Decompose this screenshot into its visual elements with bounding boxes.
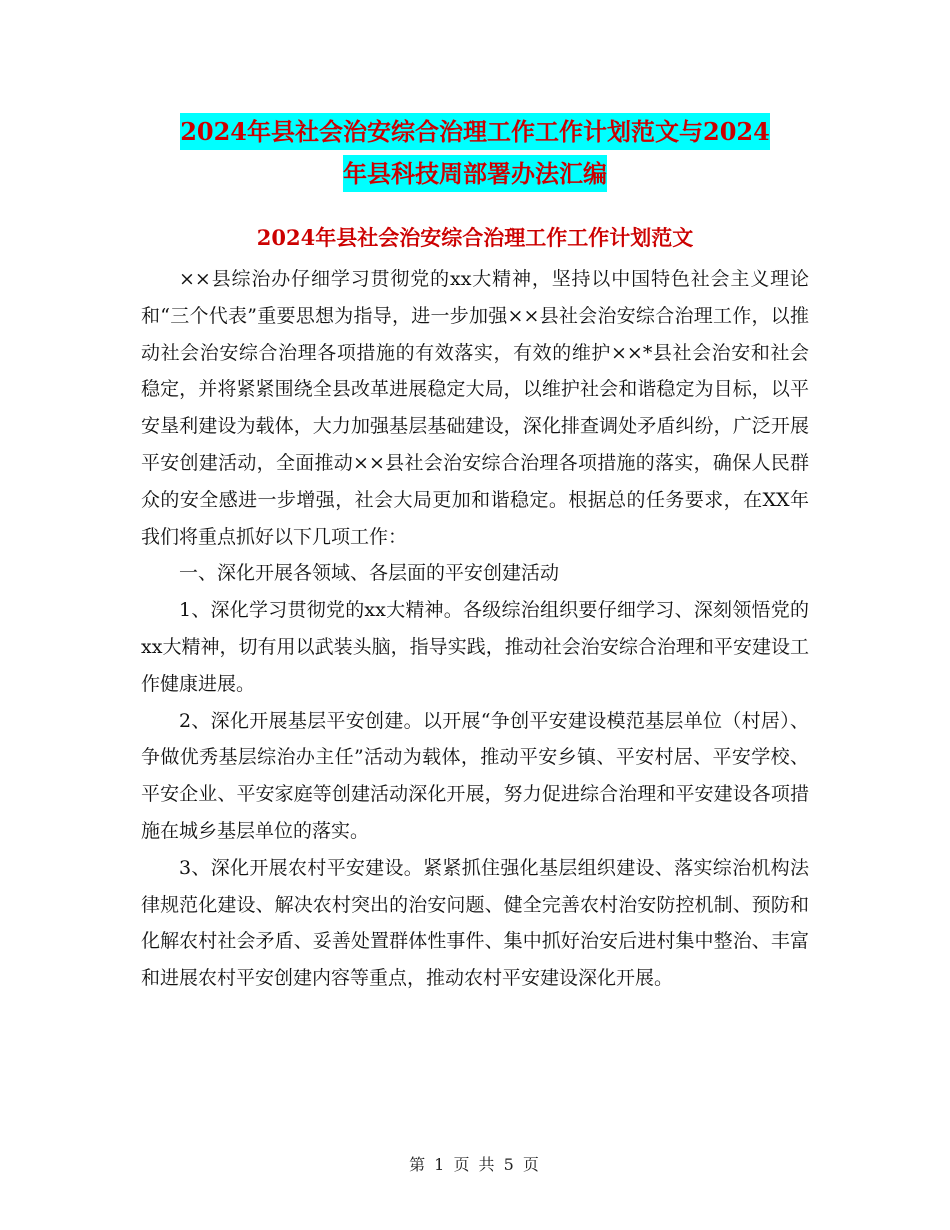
document-title-line-2 bbox=[140, 150, 810, 198]
title-highlight: 年县科技周部署办法汇编 bbox=[343, 155, 607, 192]
paragraph-item-3: 3、深化开展农村平安建设。紧紧抓住强化基层组织建设、落实综治机构法律规范化建设、解决农村突出的治安问题、健全完善农村治安防控机制、预防和化解农村社会矛盾、妥善处置群体性事件、集中抓好治安后进村集中整治、丰富和进展农村平安创建内容等重点，推动农村平安建设深化开展。 bbox=[141, 856, 809, 990]
paragraph-item-1: 1、深化学习贯彻党的xx大精神。各级综治组织要仔细学习、深刻领悟党的xx大精神，切有用以武装头脑，指导实践，推动社会治安综合治理和平安建设工作健康进展。 bbox=[141, 599, 809, 695]
document-title-line-1 bbox=[140, 108, 810, 156]
section-title: 2024年县社会治安综合治理工作工作计划范文 bbox=[256, 225, 694, 250]
paragraph-heading-1: 一、深化开展各领域、各层面的平安创建活动 bbox=[179, 562, 560, 585]
document-body bbox=[141, 261, 809, 997]
title-highlight: 2024年县社会治安综合治理工作工作计划范文与2024 bbox=[180, 113, 770, 150]
paragraph-item-2: 2、深化开展基层平安创建。以开展“争创平安建设模范基层单位（村居）、争做优秀基层综治办主任”活动为载体，推动平安乡镇、平安村居、平安学校、平安企业、平安家庭等创建活动深化开展，努力促进综合治理和平安建设各项措施在城乡基层单位的落实。 bbox=[141, 709, 809, 842]
page-footer: 第 1 页 共 5 页 bbox=[409, 1155, 541, 1174]
paragraph-intro: ××县综治办仔细学习贯彻党的xx大精神，坚持以中国特色社会主义理论和“三个代表”重要思想为指导，进一步加强××县社会治安综合治理工作，以推动社会治安综合治理各项措施的有效落实，有效的维护××*县社会治安和社会稳定，并将紧紧围绕全县改革进展稳定大局，以维护社会和谐稳定为目标，以平安垦利建设为载体，大力加强基层基础建设，深化排查调处矛盾纠纷，广泛开展平安创建活动，全面推动××县社会治安综合治理各项措施的落实，确保人民群众的安全感进一步增强，社会大局更加和谐稳定。根据总的任务要求，在XX年我们将重点抓好以下几项工作： bbox=[141, 268, 809, 548]
